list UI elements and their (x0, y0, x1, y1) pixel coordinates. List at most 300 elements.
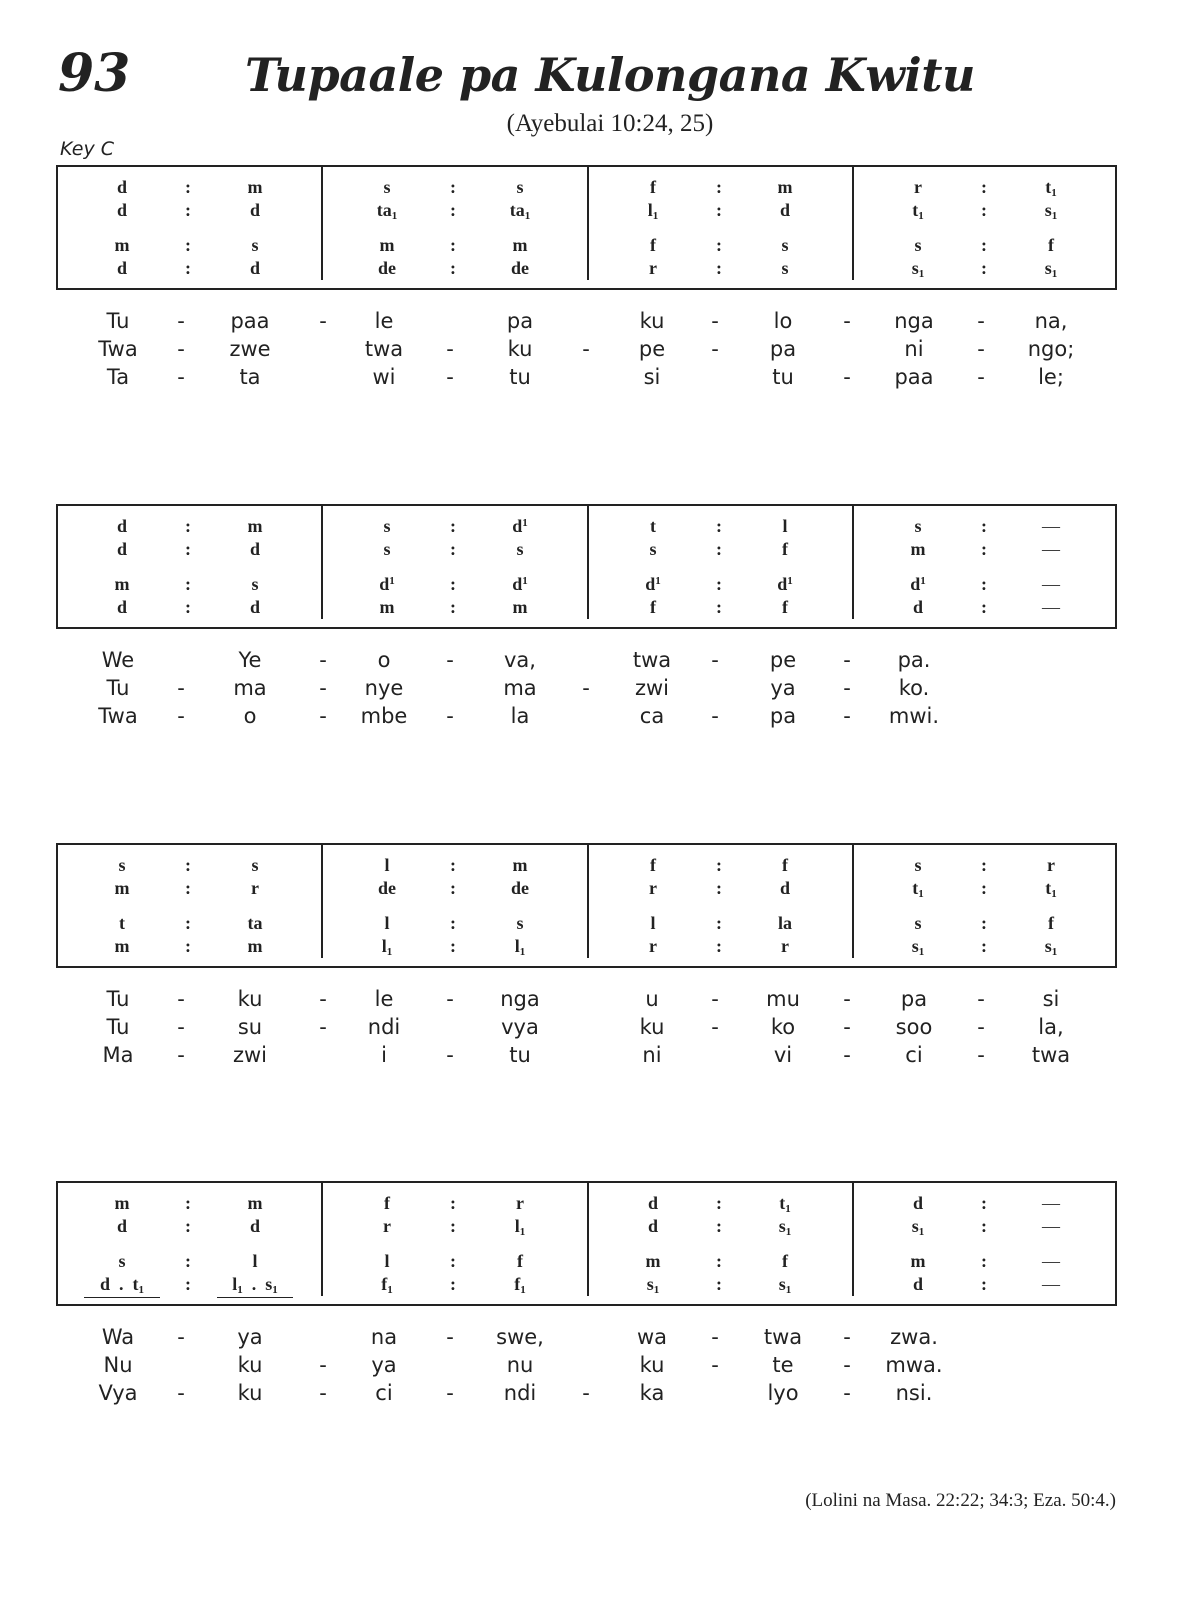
lyric-hyphen: - (319, 704, 327, 728)
beat-separator: : (716, 878, 722, 898)
lyric-hyphen: - (843, 1353, 851, 1377)
lyric-syllable: Tu (106, 987, 130, 1011)
beat-separator: : (981, 1216, 987, 1236)
lyric-syllable: Twa (98, 704, 138, 728)
beat-separator: : (981, 1274, 987, 1294)
lyric-syllable: pa (900, 987, 928, 1011)
solfa-note: — (1042, 574, 1060, 594)
lyric-syllable: Ye (238, 648, 262, 672)
barline (587, 1181, 589, 1296)
solfa-note: $t_1$ (912, 878, 924, 900)
solfa-note: d (116, 200, 128, 220)
lyric-hyphen: - (319, 1381, 327, 1405)
beat-separator: : (185, 878, 191, 898)
solfa-note: $d^1$ (512, 574, 528, 594)
solfa-note: r (516, 1193, 524, 1213)
lyric-hyphen: - (446, 1325, 454, 1349)
solfa-note: f (384, 1193, 390, 1213)
lyric-syllable: pa (769, 704, 797, 728)
lyric-syllable: Ta (106, 365, 130, 389)
lyric-hyphen: - (711, 1015, 719, 1039)
beat-separator: : (716, 574, 722, 594)
beat-separator: : (981, 1193, 987, 1213)
lyric-syllable: wa (636, 1325, 668, 1349)
lyric-syllable: paa (894, 365, 934, 389)
barline (587, 165, 589, 280)
solfa-note: f (650, 177, 656, 197)
lyric-syllable: ca (639, 704, 665, 728)
lyric-syllable: swe, (496, 1325, 544, 1349)
lyric-hyphen: - (711, 309, 719, 333)
solfa-note: s (781, 235, 789, 255)
lyric-hyphen: - (446, 365, 454, 389)
solfa-note: $d^1$ (379, 574, 395, 594)
lyric-hyphen: - (843, 1381, 851, 1405)
lyric-syllable: Tu (106, 676, 130, 700)
solfa-note: f (782, 1251, 788, 1271)
solfa-note: f (517, 1251, 523, 1271)
lyric-hyphen: - (843, 648, 851, 672)
lyric-syllable: twa (632, 648, 672, 672)
solfa-note: f (1048, 235, 1054, 255)
solfa-note: d (249, 597, 261, 617)
solfa-note: l (252, 1251, 258, 1271)
barline (321, 1181, 323, 1296)
lyric-hyphen: - (977, 1015, 985, 1039)
lyric-hyphen: - (977, 337, 985, 361)
lyric-hyphen: - (446, 337, 454, 361)
lyric-syllable: nga (894, 309, 934, 333)
beat-separator: : (185, 936, 191, 956)
lyric-syllable: tu (509, 1043, 531, 1067)
solfa-note: l (384, 1251, 390, 1271)
lyric-hyphen: - (711, 704, 719, 728)
solfa-note: de (378, 258, 396, 278)
solfa-note: f (650, 235, 656, 255)
lyric-hyphen: - (977, 365, 985, 389)
solfa-note: d (249, 258, 261, 278)
solfa-note: de (511, 258, 529, 278)
lyric-syllable: le (374, 987, 394, 1011)
solfa-note: d (779, 200, 791, 220)
lyric-syllable: lyo (767, 1381, 799, 1405)
lyric-syllable: ku (237, 1353, 263, 1377)
lyric-syllable: Wa (101, 1325, 135, 1349)
solfa-note: $t_1$ (1045, 177, 1057, 199)
solfa-note: d (116, 258, 128, 278)
lyric-hyphen: - (843, 704, 851, 728)
solfa-note: r (781, 936, 789, 956)
beat-separator: : (450, 878, 456, 898)
lyric-hyphen: - (177, 1043, 185, 1067)
lyric-hyphen: - (177, 987, 185, 1011)
beat-separator: : (716, 597, 722, 617)
lyric-syllable: ndi (503, 1381, 537, 1405)
solfa-note: $l_1$ (514, 936, 526, 958)
solfa-note: $s_1$ (778, 1274, 792, 1296)
lyric-syllable: nye (364, 676, 404, 700)
lyric-hyphen: - (843, 309, 851, 333)
lyric-syllable: ku (507, 337, 533, 361)
solfa-note: m (114, 936, 130, 956)
solfa-note: $t_1$ (779, 1193, 791, 1215)
beat-separator: : (981, 235, 987, 255)
solfa-note: r (649, 878, 657, 898)
solfa-note: m (114, 1193, 130, 1213)
solfa-note: $ta_1$ (376, 200, 398, 222)
solfa-note: $f_1$ (381, 1274, 393, 1296)
lyric-hyphen: - (177, 1381, 185, 1405)
solfa-note: s (118, 1251, 126, 1271)
lyric-hyphen: - (843, 676, 851, 700)
solfa-note: s (251, 855, 259, 875)
lyric-syllable: ku (639, 1015, 665, 1039)
lyric-hyphen: - (177, 1015, 185, 1039)
beat-separator: : (716, 177, 722, 197)
lyric-hyphen: - (843, 987, 851, 1011)
solfa-note: m (512, 235, 528, 255)
lyric-syllable: ndi (367, 1015, 401, 1039)
lyric-hyphen: - (582, 337, 590, 361)
lyric-syllable: ci (375, 1381, 393, 1405)
lyric-syllable: le; (1038, 365, 1064, 389)
solfa-note: d (116, 516, 128, 536)
solfa-note: d (912, 597, 924, 617)
lyric-hyphen: - (843, 1043, 851, 1067)
solfa-note: d (249, 200, 261, 220)
lyric-syllable: ko (770, 1015, 796, 1039)
lyric-syllable: ku (237, 1381, 263, 1405)
lyric-syllable: le (374, 309, 394, 333)
solfa-note: r (251, 878, 259, 898)
lyric-syllable: vi (773, 1043, 793, 1067)
beat-separator: : (450, 936, 456, 956)
solfa-note: s (118, 855, 126, 875)
lyric-hyphen: - (319, 309, 327, 333)
solfa-note: l (650, 913, 656, 933)
lyric-hyphen: - (711, 337, 719, 361)
solfa-note: s (914, 855, 922, 875)
scripture-reference: (Ayebulai 10:24, 25) (506, 110, 714, 137)
solfa-note: $f_1$ (514, 1274, 526, 1296)
lyric-syllable: Ma (102, 1043, 134, 1067)
lyric-syllable: ya (371, 1353, 397, 1377)
solfa-note: d (116, 597, 128, 617)
beat-separator: : (716, 913, 722, 933)
solfa-note: $t_1$ (1045, 878, 1057, 900)
solfa-note: r (914, 177, 922, 197)
lyric-syllable: pa (506, 309, 534, 333)
lyric-hyphen: - (319, 1015, 327, 1039)
hymn-title: Tupaale pa Kulongana Kwitu (245, 48, 975, 102)
beat-separator: : (450, 1251, 456, 1271)
solfa-note: la (777, 913, 793, 933)
solfa-note: — (1042, 1274, 1060, 1294)
beat-separator: : (716, 1274, 722, 1294)
beat-separator: : (185, 1251, 191, 1271)
solfa-note: t (650, 516, 656, 536)
lyric-syllable: Nu (103, 1353, 133, 1377)
lyric-hyphen: - (843, 365, 851, 389)
solfa-note: f (650, 855, 656, 875)
lyric-hyphen: - (977, 309, 985, 333)
beat-separator: : (185, 1193, 191, 1213)
beat-separator: : (450, 200, 456, 220)
solfa-note: f (782, 597, 788, 617)
solfa-note: de (378, 878, 396, 898)
beat-underline (217, 1297, 293, 1298)
solfa-note: s (383, 539, 391, 559)
barline (321, 504, 323, 619)
solfa-note: $ta_1$ (509, 200, 531, 222)
solfa-note: $s_1$ (911, 1216, 925, 1238)
solfa-note: s (516, 913, 524, 933)
beat-separator: : (450, 258, 456, 278)
lyric-hyphen: - (177, 365, 185, 389)
beat-separator: : (185, 574, 191, 594)
lyric-syllable: la (510, 704, 530, 728)
lyric-syllable: ngo; (1027, 337, 1075, 361)
solfa-note: $s_1$ (1044, 936, 1058, 958)
lyric-syllable: mu (766, 987, 800, 1011)
beat-separator: : (450, 1274, 456, 1294)
barline (587, 843, 589, 958)
solfa-note: $s_1$ (646, 1274, 660, 1296)
solfa-note: s (383, 516, 391, 536)
lyric-hyphen: - (319, 648, 327, 672)
beat-separator: : (185, 597, 191, 617)
lyric-hyphen: - (711, 1325, 719, 1349)
beat-separator: : (450, 597, 456, 617)
beat-underline (84, 1297, 160, 1298)
lyric-syllable: si (1042, 987, 1060, 1011)
solfa-note: l (384, 913, 390, 933)
lyric-syllable: twa (763, 1325, 803, 1349)
lyric-hyphen: - (843, 1325, 851, 1349)
solfa-note: $t_1$ (912, 200, 924, 222)
solfa-note: m (247, 936, 263, 956)
beat-separator: : (450, 516, 456, 536)
beat-separator: : (716, 539, 722, 559)
barline (852, 1181, 854, 1296)
beat-separator: : (450, 574, 456, 594)
lyric-syllable: nga (500, 987, 540, 1011)
solfa-note: m (247, 1193, 263, 1213)
lyric-syllable: zwe (229, 337, 271, 361)
lyric-syllable: i (381, 1043, 387, 1067)
beat-separator: : (185, 913, 191, 933)
lyric-syllable: ta (239, 365, 261, 389)
lyric-hyphen: - (582, 676, 590, 700)
beat-separator: : (716, 1193, 722, 1213)
beat-separator: : (981, 516, 987, 536)
solfa-note: r (1047, 855, 1055, 875)
lyric-syllable: mwa. (885, 1353, 943, 1377)
beat-separator: : (450, 913, 456, 933)
solfa-note: d (249, 1216, 261, 1236)
lyric-syllable: twa (1031, 1043, 1071, 1067)
solfa-note: $d^1$ (910, 574, 926, 594)
beat-separator: : (450, 1193, 456, 1213)
solfa-note: $l_1$ (647, 200, 659, 222)
solfa-note: s (516, 539, 524, 559)
solfa-note: f (1048, 913, 1054, 933)
lyric-syllable: nsi. (895, 1381, 933, 1405)
lyric-hyphen: - (319, 676, 327, 700)
lyric-hyphen: - (177, 337, 185, 361)
lyric-syllable: nu (506, 1353, 534, 1377)
beat-separator: : (981, 936, 987, 956)
lyric-syllable: ya (770, 676, 796, 700)
lyric-syllable: zwa. (890, 1325, 938, 1349)
lyric-hyphen: - (319, 1353, 327, 1377)
lyric-hyphen: - (446, 1381, 454, 1405)
beat-separator: : (450, 855, 456, 875)
lyric-syllable: Twa (98, 337, 138, 361)
solfa-note: $s_1$ (1044, 258, 1058, 280)
lyric-syllable: mbe (360, 704, 408, 728)
lyric-syllable: ni (642, 1043, 662, 1067)
lyric-syllable: na (370, 1325, 398, 1349)
solfa-note: m (247, 177, 263, 197)
lyric-syllable: u (645, 987, 659, 1011)
beat-separator: : (185, 258, 191, 278)
solfa-note: d (116, 539, 128, 559)
solfa-note: — (1042, 539, 1060, 559)
lyric-hyphen: - (319, 987, 327, 1011)
solfa-note: s (649, 539, 657, 559)
solfa-note: m (379, 597, 395, 617)
solfa-note: r (649, 258, 657, 278)
lyric-syllable: tu (772, 365, 794, 389)
lyric-syllable: pa (769, 337, 797, 361)
beat-separator: : (716, 235, 722, 255)
solfa-note: ta (247, 913, 263, 933)
beat-separator: : (981, 258, 987, 278)
solfa-note: f (650, 597, 656, 617)
solfa-note: r (649, 936, 657, 956)
solfa-note: d . $t_1$ (99, 1274, 145, 1296)
lyric-syllable: pe (638, 337, 666, 361)
solfa-note: — (1042, 1251, 1060, 1271)
lyric-syllable: Vya (98, 1381, 138, 1405)
beat-separator: : (981, 177, 987, 197)
lyric-syllable: ni (904, 337, 924, 361)
solfa-note: s (914, 913, 922, 933)
lyric-syllable: zwi (232, 1043, 268, 1067)
beat-separator: : (981, 200, 987, 220)
solfa-note: d (779, 878, 791, 898)
beat-separator: : (185, 177, 191, 197)
beat-separator: : (981, 539, 987, 559)
beat-separator: : (981, 913, 987, 933)
lyric-syllable: We (101, 648, 135, 672)
beat-separator: : (716, 1216, 722, 1236)
lyric-syllable: Tu (106, 1015, 130, 1039)
lyric-syllable: lo (773, 309, 793, 333)
lyric-hyphen: - (843, 1015, 851, 1039)
beat-separator: : (450, 1216, 456, 1236)
lyric-hyphen: - (177, 309, 185, 333)
lyric-hyphen: - (582, 1381, 590, 1405)
beat-separator: : (185, 1274, 191, 1294)
solfa-note: d (912, 1193, 924, 1213)
solfa-note: f (782, 855, 788, 875)
lyric-syllable: ku (639, 309, 665, 333)
beat-separator: : (981, 574, 987, 594)
solfa-note: l (782, 516, 788, 536)
beat-separator: : (981, 597, 987, 617)
solfa-note: d (249, 539, 261, 559)
solfa-note: — (1042, 597, 1060, 617)
lyric-syllable: zwi (634, 676, 670, 700)
barline (852, 165, 854, 280)
hymn-number: 93 (58, 43, 131, 104)
lyric-syllable: va, (504, 648, 536, 672)
solfa-note: m (512, 597, 528, 617)
lyric-syllable: twa (364, 337, 404, 361)
beat-separator: : (450, 177, 456, 197)
lyric-hyphen: - (446, 704, 454, 728)
lyric-syllable: ku (237, 987, 263, 1011)
solfa-note: d (647, 1193, 659, 1213)
solfa-note: s (251, 235, 259, 255)
solfa-note: m (512, 855, 528, 875)
solfa-note: m (114, 235, 130, 255)
lyric-syllable: paa (230, 309, 270, 333)
lyric-hyphen: - (711, 648, 719, 672)
lyric-hyphen: - (177, 704, 185, 728)
beat-separator: : (185, 235, 191, 255)
beat-separator: : (185, 1216, 191, 1236)
solfa-note: s (914, 235, 922, 255)
solfa-note: s (781, 258, 789, 278)
barline (587, 504, 589, 619)
beat-separator: : (450, 235, 456, 255)
footer-cross-reference: (Lolini na Masa. 22:22; 34:3; Eza. 50:4.) (805, 1490, 1116, 1511)
lyric-hyphen: - (977, 987, 985, 1011)
solfa-note: s (516, 177, 524, 197)
lyric-syllable: o (377, 648, 391, 672)
lyric-hyphen: - (446, 1043, 454, 1067)
lyric-hyphen: - (977, 1043, 985, 1067)
lyric-syllable: ya (237, 1325, 263, 1349)
lyric-hyphen: - (177, 1325, 185, 1349)
solfa-note: d (116, 177, 128, 197)
beat-separator: : (450, 539, 456, 559)
beat-separator: : (716, 258, 722, 278)
lyric-syllable: wi (372, 365, 396, 389)
lyric-syllable: na, (1034, 309, 1068, 333)
solfa-note: m (114, 878, 130, 898)
lyric-hyphen: - (711, 1353, 719, 1377)
lyric-hyphen: - (446, 987, 454, 1011)
lyric-syllable: ma (233, 676, 267, 700)
barline (321, 165, 323, 280)
solfa-note: r (383, 1216, 391, 1236)
solfa-note: de (511, 878, 529, 898)
solfa-note: $s_1$ (778, 1216, 792, 1238)
solfa-note: m (910, 539, 926, 559)
beat-separator: : (185, 200, 191, 220)
solfa-note: t (119, 913, 125, 933)
lyric-syllable: soo (895, 1015, 933, 1039)
beat-separator: : (716, 855, 722, 875)
barline (852, 504, 854, 619)
solfa-note: d (912, 1274, 924, 1294)
lyric-hyphen: - (177, 676, 185, 700)
beat-separator: : (716, 200, 722, 220)
